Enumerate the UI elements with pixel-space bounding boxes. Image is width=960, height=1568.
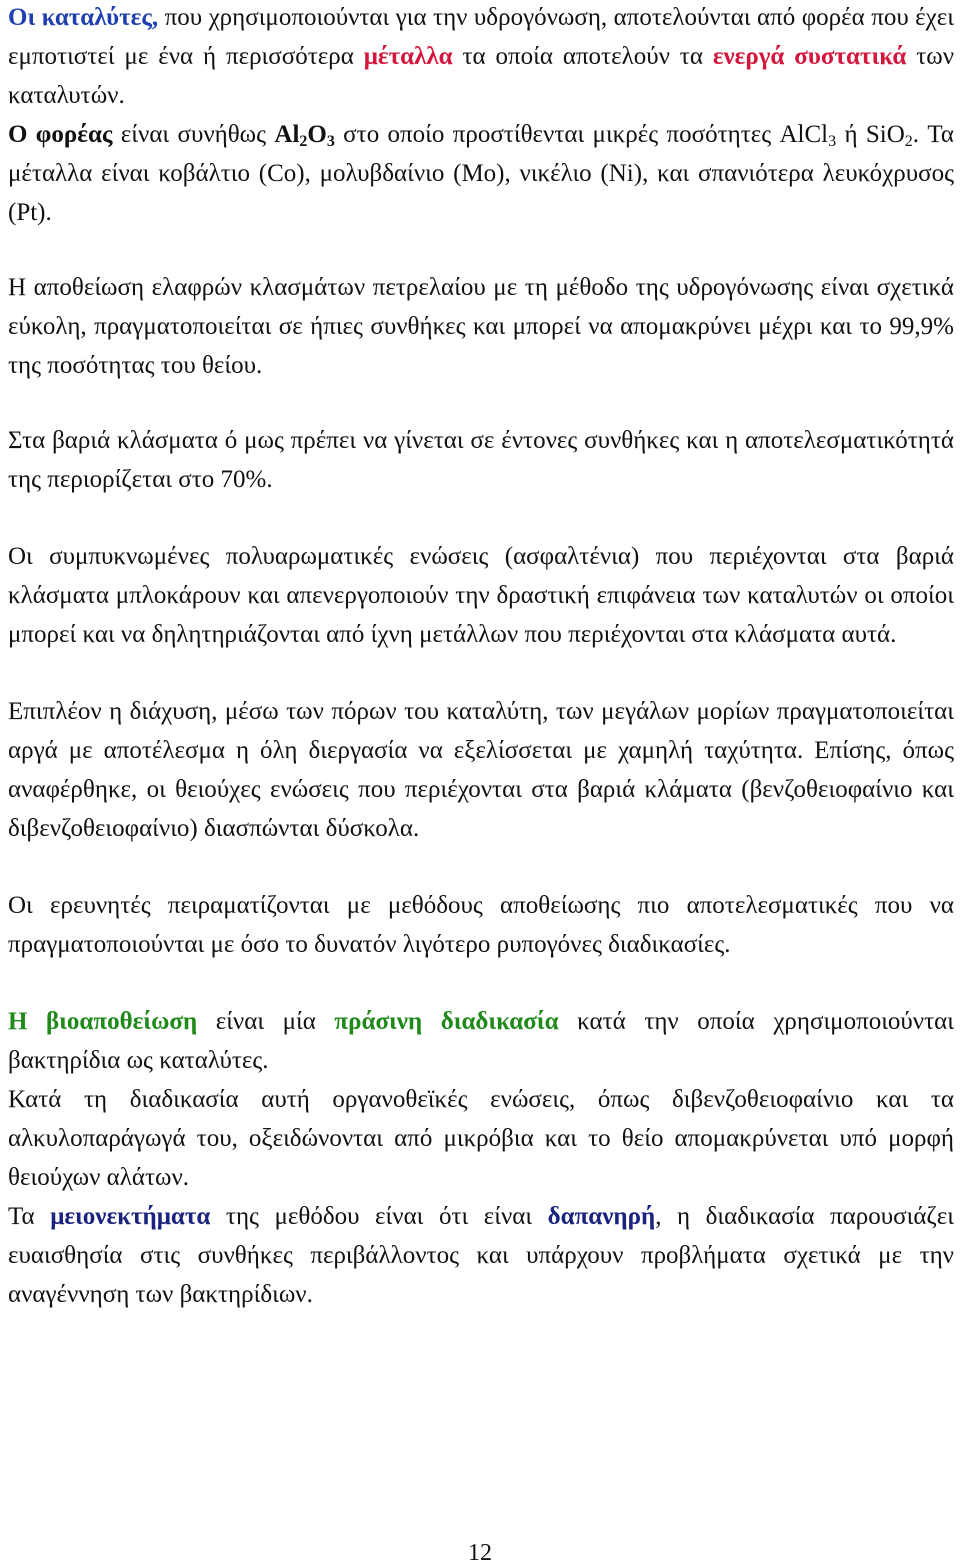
term-carrier: Ο φορέας <box>8 121 113 148</box>
text-span: είναι μία <box>197 1008 335 1035</box>
formula-o: O <box>307 121 327 148</box>
text-span: της μεθόδου είναι ότι είναι <box>210 1203 548 1230</box>
document-page <box>8 0 954 1314</box>
term-active-components: ενεργά συστατικά <box>712 43 907 70</box>
text-span: κατά την οποία χρησιμοποιούνται βακτηρίδια ως καταλύτες. <box>8 1008 954 1074</box>
text-span: που χρησιμοποιούνται για την υδρογόνωση, αποτελούνται από φορέα που έχει εμποτιστεί με ένα ή περισσότερα <box>8 4 954 70</box>
text-span: των καταλυτών. <box>8 43 955 109</box>
paragraph-researchers: Οι ερευνητές πειραματίζονται με μεθόδους αποθείωσης πιο αποτελεσματικές που να πραγματοποιούνται με όσο το δυνατόν λιγότερο ρυπογόνες διαδικασίες. <box>8 892 954 958</box>
paragraph-asphaltenes: Οι συμπυκνωμένες πολυαρωματικές ενώσεις (ασφαλτένια) που περιέχονται στα βαριά κλάσματα μπλοκάρουν και απενεργοποιούν την δραστική επιφάνεια των καταλυτών οι οποίοι μπορεί και να δηλητηριάζονται από ίχνη μετάλλων που περιέχονται στα κλάσματα αυτά. <box>8 543 954 648</box>
text-span: τα οποία αποτελούν τα <box>452 43 713 70</box>
paragraph-catalysts <box>8 0 954 232</box>
text-span: Τα <box>8 1203 51 1230</box>
text-span: είναι συνήθως <box>112 121 275 148</box>
term-metals: μέταλλα <box>363 43 453 70</box>
term-costly: δαπανηρή <box>547 1203 656 1230</box>
text-span: στο οποίο προστίθενται μικρές ποσότητες AlCl <box>334 121 829 148</box>
term-disadvantages: μειονεκτήματα <box>50 1203 211 1230</box>
text-span: ή SiO <box>836 121 905 148</box>
term-biodesulfurization: Η βιοαποθείωση <box>8 1008 198 1035</box>
text-span: , η διαδικασία παρουσιάζει ευαισθησία στις συνθήκες περιβάλλοντος και υπάρχουν προβλήματα σχετικά με την αναγέννηση των βακτηρίδιων. <box>8 1203 954 1308</box>
term-catalysts: Οι καταλύτες, <box>8 4 159 31</box>
term-green-process: πράσινη διαδικασία <box>334 1008 559 1035</box>
formula-sub: 3 <box>326 133 335 150</box>
text-span: . Τα μέταλλα είναι κοβάλτιο (Co), μολυβδαίνιο (Mo), νικέλιο (Ni), και σπανιότερα λευκόχρυσος (Pt). <box>8 121 955 226</box>
formula-sub: 3 <box>828 133 837 150</box>
formula-sub: 2 <box>299 133 308 150</box>
paragraph-biodesulfurization <box>8 1002 954 1080</box>
formula-sub: 2 <box>904 133 913 150</box>
paragraph-diffusion: Επιπλέον η διάχυση, μέσω των πόρων του καταλύτη, των μεγάλων μορίων πραγματοποιείται αργά με αποτέλεσμα η όλη διεργασία να εξελίσσεται με χαμηλή ταχύτητα. Επίσης, όπως αναφέρθηκε, οι θειούχες ενώσεις που περιέχονται στα βαριά κλάματα (βενζοθειοφαίνιο και διβενζοθειοφαίνιο) διασπώνται δύσκολα. <box>8 698 954 842</box>
paragraph-process: Κατά τη διαδικασία αυτή οργανοθεϊκές ενώσεις, όπως διβενζοθειοφαίνιο και τα αλκυλοπαράγωγά του, οξειδώνονται από μικρόβια και το θείο απομακρύνεται υπό μορφή θειούχων αλάτων. <box>8 1086 954 1191</box>
paragraph-heavy-fractions: Στα βαριά κλάσματα ό μως πρέπει να γίνεται σε έντονες συνθήκες και η αποτελεσματικότητά της περιορίζεται στο 70%. <box>8 427 954 493</box>
paragraph-disadvantages <box>8 1197 954 1314</box>
page-number: 12 <box>468 1540 492 1566</box>
formula-al: Al <box>274 121 300 148</box>
paragraph-light-fractions: Η αποθείωση ελαφρών κλασμάτων πετρελαίου με τη μέθοδο της υδρογόνωσης είναι σχετικά εύκολη, πραγματοποιείται σε ήπιες συνθήκες και μπορεί να απομακρύνει μέχρι και το 99,9% της ποσότητας του θείου. <box>8 274 954 379</box>
